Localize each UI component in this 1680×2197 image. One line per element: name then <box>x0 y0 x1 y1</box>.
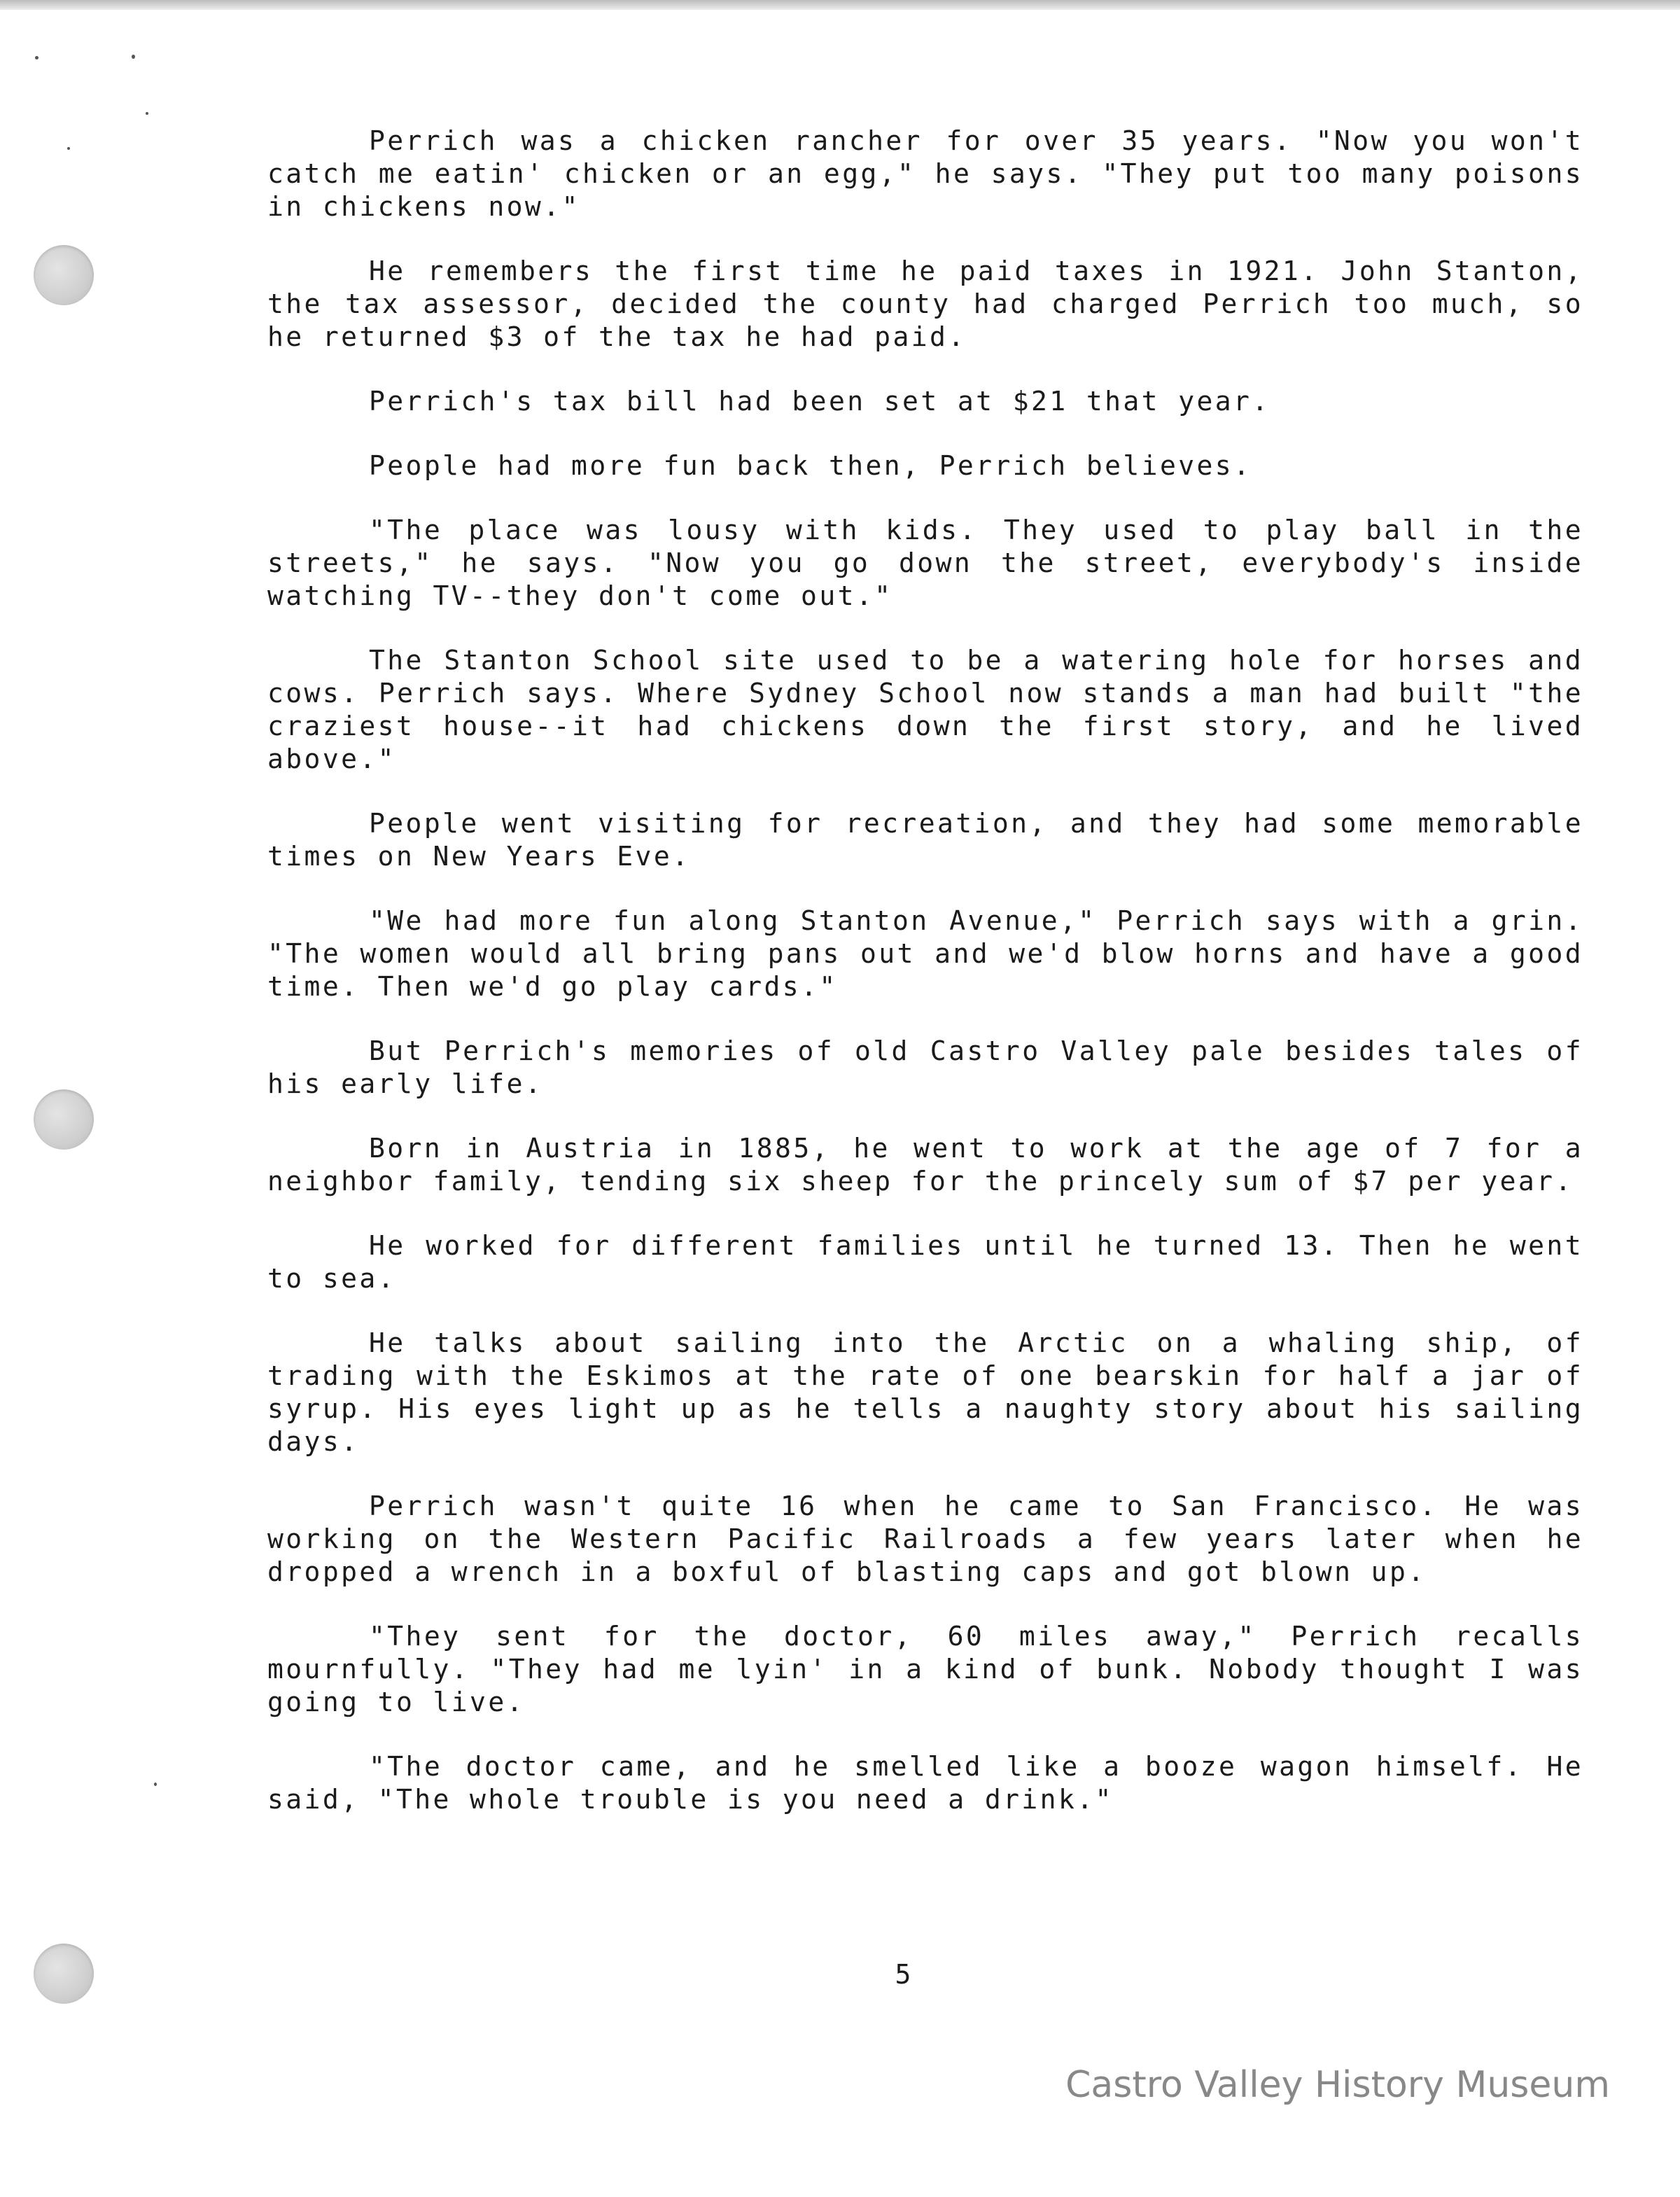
paragraph: "We had more fun along Stanton Avenue," Perrich says with a grin. "The women would all bring pans out and we'd blow horns and have a good time. Then we'd go play cards." <box>267 905 1583 1002</box>
paragraph: Perrich was a chicken rancher for over 35 years. "Now you won't catch me eatin' chicken or an egg," he says. "They put too many poisons in chickens now." <box>267 125 1583 222</box>
paragraph: "The place was lousy with kids. They used to play ball in the streets," he says. "Now you go down the street, everybody's inside watching TV--they don't come out." <box>267 515 1583 611</box>
paragraph: He worked for different families until he turned 13. Then he went to sea. <box>267 1230 1583 1294</box>
paragraph: He talks about sailing into the Arctic on a whaling ship, of trading with the Eskimos at the rate of one bearskin for half a jar of syrup. His eyes light up as he tells a naughty story about his sailing days. <box>267 1327 1583 1457</box>
paragraph: "They sent for the doctor, 60 miles away," Perrich recalls mournfully. "They had me lyin' in a kind of bunk. Nobody thought I was going to live. <box>267 1621 1583 1717</box>
paragraph: But Perrich's memories of old Castro Valley pale besides tales of his early life. <box>267 1035 1583 1099</box>
page-number: 5 <box>895 1959 911 1990</box>
paragraph: "The doctor came, and he smelled like a booze wagon himself. He said, "The whole trouble is you need a drink." <box>267 1751 1583 1815</box>
scan-speck <box>35 56 38 60</box>
binder-hole-middle <box>34 1089 94 1150</box>
paragraph: He remembers the first time he paid taxes in 1921. John Stanton, the tax assessor, decided the county had charged Perrich too much, so he returned $3 of the tax he had paid. <box>267 256 1583 352</box>
paragraph: People had more fun back then, Perrich believes. <box>369 450 1252 481</box>
paragraph: Born in Austria in 1885, he went to work at the age of 7 for a neighbor family, tending six sheep for the princely sum of $7 per year. <box>267 1133 1583 1197</box>
scan-speck <box>146 112 148 115</box>
museum-watermark: Castro Valley History Museum <box>1065 2064 1610 2106</box>
binder-hole-bottom <box>34 1944 94 2004</box>
paragraph: The Stanton School site used to be a watering hole for horses and cows. Perrich says. Where Sydney School now stands a man had built "the craziest house--it had chickens down the first story, and he lived above." <box>267 645 1583 774</box>
scan-top-edge <box>0 0 1680 10</box>
binder-hole-top <box>34 245 94 305</box>
paragraph: Perrich wasn't quite 16 when he came to San Francisco. He was working on the Western Pacific Railroads a few years later when he dropped a wrench in a boxful of blasting caps and got blown up. <box>267 1491 1583 1587</box>
typed-article-body <box>267 125 1583 1848</box>
paragraph: Perrich's tax bill had been set at $21 that year. <box>369 386 1270 417</box>
paragraph: People went visiting for recreation, and they had some memorable times on New Years Eve. <box>267 808 1583 872</box>
scan-speck <box>67 147 70 150</box>
scan-speck <box>154 1783 157 1786</box>
scan-speck <box>132 55 135 59</box>
